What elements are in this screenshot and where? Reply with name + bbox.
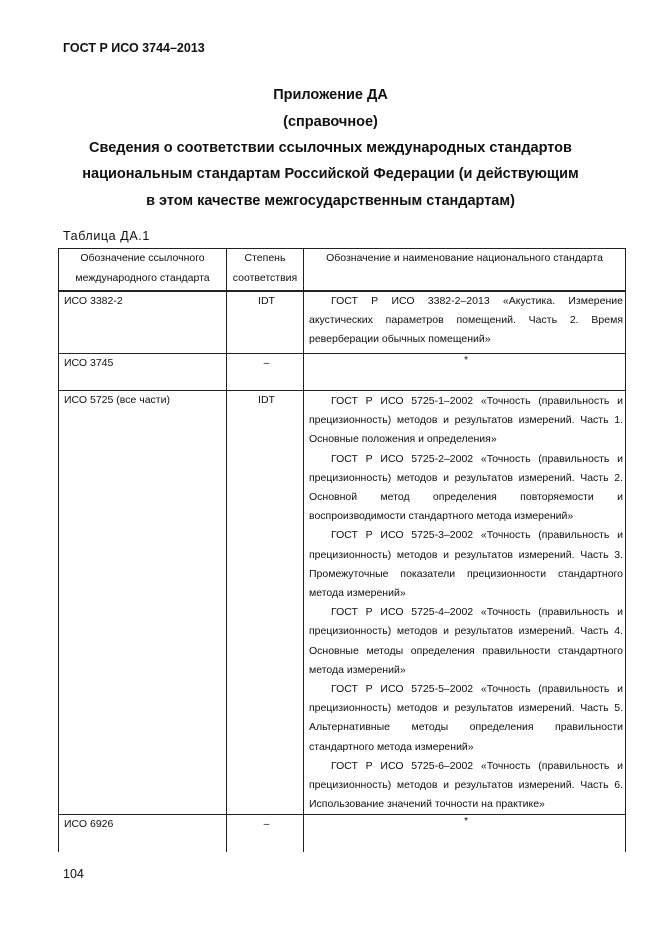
appendix-heading-line-3: в этом качестве межгосударственным стандартам): [146, 193, 515, 209]
national-standard-entry: ГОСТ Р ИСО 5725-6–2002 «Точность (правильность и прецизионность) методов и результатов измерений. Часть 6. Использование значений точности на практике»: [309, 759, 623, 811]
table-header-row: [59, 249, 626, 291]
page-number: 104: [63, 867, 84, 881]
degree-cell: –: [227, 815, 304, 852]
degree-cell: IDT: [227, 391, 304, 815]
national-standard-entry: ГОСТ Р ИСО 3382-2–2013 «Акустика. Измерение акустических параметров помещений. Часть 2. Время реверберации обычных помещений»: [309, 294, 623, 345]
column-header-national: Обозначение и наименование национального стандарта: [304, 249, 626, 291]
national-standard-cell: [304, 391, 626, 815]
degree-cell: –: [227, 354, 304, 391]
national-standard-entry: ГОСТ Р ИСО 5725-4–2002 «Точность (правильность и прецизионность) методов и результатов измерений. Часть 4. Основные методы определения правильности стандартного метода измерений»: [309, 606, 623, 676]
national-standard-cell: *: [304, 815, 626, 852]
national-standard-entry: ГОСТ Р ИСО 5725-5–2002 «Точность (правильность и прецизионность) методов и результатов измерений. Часть 5. Альтернативные методы определения правильности стандартного метода измерений»: [309, 683, 623, 753]
national-standard-cell: *: [304, 354, 626, 391]
national-standard-cell: [304, 291, 626, 354]
ref-standard-cell: ИСО 6926: [59, 815, 227, 852]
table-row: [59, 291, 626, 354]
national-standard-entry: ГОСТ Р ИСО 5725-3–2002 «Точность (правильность и прецизионность) методов и результатов измерений. Часть 3. Промежуточные показатели прецизионности стандартного метода измерений»: [309, 529, 623, 600]
national-standard-entry: ГОСТ Р ИСО 5725-2–2002 «Точность (правильность и прецизионность) методов и результатов измерений. Часть 2. Основной метод определения повторяемости и воспроизводимости стандартного метода измерений»: [309, 452, 623, 523]
national-standard-entry: ГОСТ Р ИСО 5725-1–2002 «Точность (правильность и прецизионность) методов и результатов измерений. Часть 1. Основные положения и определения»: [309, 395, 623, 446]
ref-standard-cell: ИСО 3745: [59, 354, 227, 391]
appendix-heading-line-1: Сведения о соответствии ссылочных международных стандартов: [89, 140, 572, 156]
correspondence-table: [58, 248, 626, 852]
table-row: [59, 354, 626, 391]
appendix-type: (справочное): [283, 114, 378, 130]
appendix-title: Приложение ДА: [273, 87, 388, 103]
running-header: ГОСТ Р ИСО 3744–2013: [63, 41, 205, 55]
column-header-degree: Степень соответствия: [227, 249, 304, 291]
ref-standard-cell: ИСО 5725 (все части): [59, 391, 227, 815]
table-caption: Таблица ДА.1: [63, 229, 150, 243]
column-header-international: Обозначение ссылочного международного стандарта: [59, 249, 227, 291]
table-row: [59, 815, 626, 852]
degree-cell: IDT: [227, 291, 304, 354]
appendix-heading-line-2: национальным стандартам Российской Федерации (и действующим: [82, 166, 579, 182]
table-row: [59, 391, 626, 815]
ref-standard-cell: ИСО 3382-2: [59, 291, 227, 354]
